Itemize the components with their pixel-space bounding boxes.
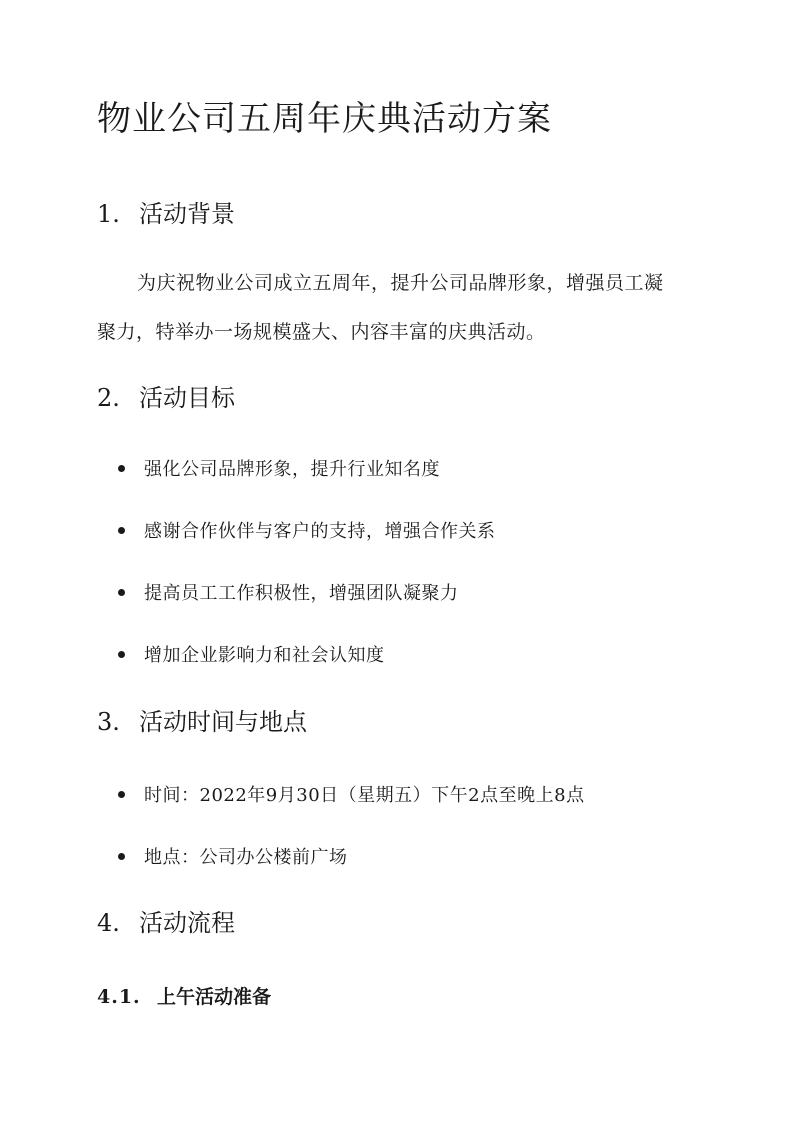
section-title: 活动背景: [139, 200, 235, 228]
list-item-text: 增加企业影响力和社会认知度: [144, 645, 385, 666]
bullet-icon: [118, 465, 125, 472]
bullet-icon: [118, 791, 125, 798]
list-item: [118, 643, 385, 669]
section-heading-time-location: [97, 706, 307, 738]
section-heading-goals: [97, 382, 235, 414]
document-title: 物业公司五周年庆典活动方案: [97, 99, 552, 139]
section-title: 活动目标: [139, 384, 235, 412]
list-item: [118, 519, 496, 545]
section-number: 2.: [97, 384, 120, 412]
section-number: 1.: [97, 200, 120, 228]
list-item: [118, 457, 440, 483]
section-title: 活动流程: [139, 909, 235, 937]
list-item: [118, 845, 348, 871]
background-paragraph-line-1: 为庆祝物业公司成立五周年，提升公司品牌形象，增强员工凝: [137, 272, 664, 294]
subsection-heading-morning-prep: [97, 984, 271, 1010]
background-paragraph-line-2: 聚力，特举办一场规模盛大、内容丰富的庆典活动。: [97, 321, 546, 343]
subsection-number: 4.1.: [97, 986, 141, 1008]
list-item-text: 提高员工工作积极性，增强团队凝聚力: [144, 583, 459, 604]
bullet-icon: [118, 651, 125, 658]
list-item: [118, 581, 459, 607]
section-heading-background: [97, 198, 235, 230]
list-item-text: 强化公司品牌形象，提升行业知名度: [144, 459, 440, 480]
section-title: 活动时间与地点: [139, 708, 307, 736]
bullet-icon: [118, 527, 125, 534]
section-heading-process: [97, 907, 235, 939]
section-number: 3.: [97, 708, 120, 736]
section-number: 4.: [97, 909, 120, 937]
list-item-text: 地点：公司办公楼前广场: [144, 847, 348, 868]
list-item-text: 时间：2022年9月30日（星期五）下午2点至晚上8点: [144, 785, 585, 806]
bullet-icon: [118, 853, 125, 860]
list-item: [118, 783, 585, 809]
list-item-text: 感谢合作伙伴与客户的支持，增强合作关系: [144, 521, 496, 542]
bullet-icon: [118, 589, 125, 596]
subsection-title: 上午活动准备: [157, 986, 272, 1008]
